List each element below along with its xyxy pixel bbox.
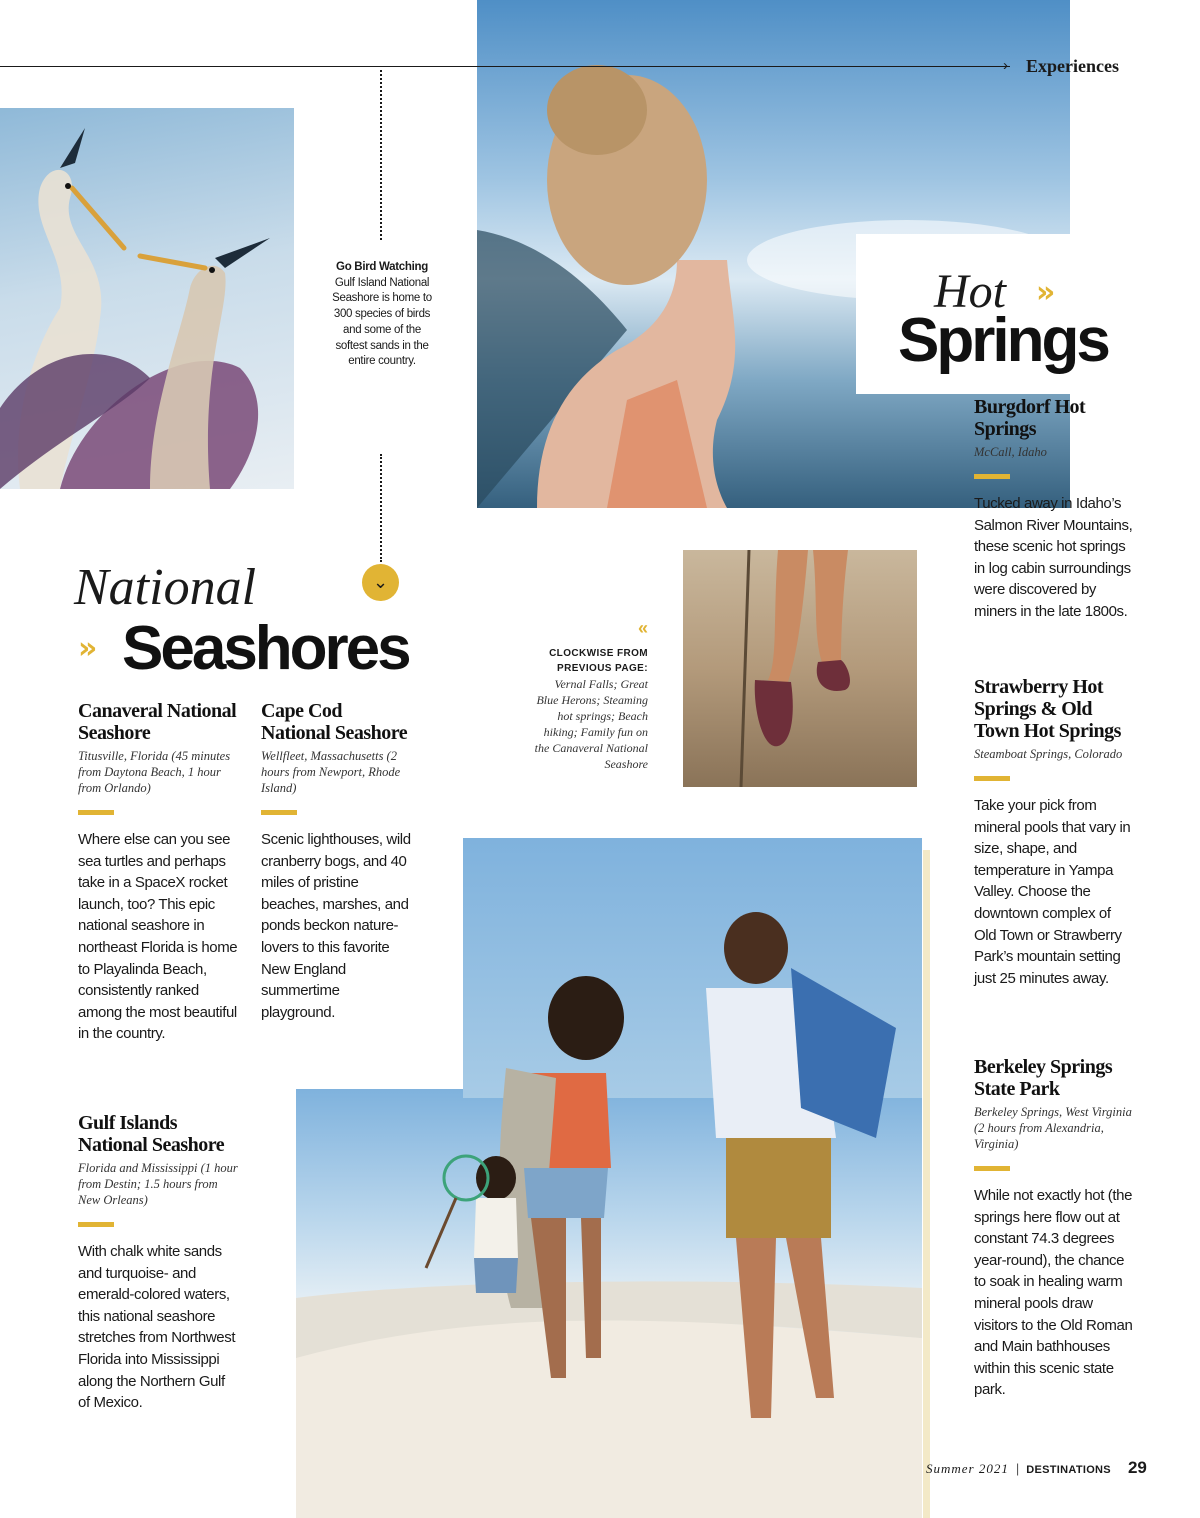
article-body: Tucked away in Idaho’s Salmon River Mountains, these scenic hot springs in log cabin surroundings were discovered by miners in the late 1800s.: [974, 495, 1133, 620]
section-label: Experiences: [1026, 56, 1119, 76]
seashores-chevron-icon: »: [78, 631, 98, 666]
accent-bar: [974, 776, 1010, 781]
accent-bar: [261, 810, 297, 815]
article-title: Berkeley Springs State Park: [974, 1056, 1113, 1100]
beach-hiking-photo: [683, 550, 917, 787]
article-berkeley: [974, 1056, 1134, 1401]
bird-watching-body: Gulf Island National Seashore is home to 300 species of birds and some of the softest sands in the entire country.: [332, 276, 432, 368]
article-strawberry: [974, 676, 1134, 989]
photo-caption: [530, 618, 648, 772]
article-location: Steamboat Springs, Colorado: [974, 747, 1123, 761]
seashores-bold-word: Seashores: [122, 614, 409, 683]
bird-watching-title: Go Bird Watching: [336, 261, 428, 273]
bird-watching-caption: [330, 260, 434, 370]
article-title: Canaveral National Seashore: [78, 700, 237, 744]
hot-springs-script-word: Hot: [934, 265, 1006, 318]
photo-caption-heading: CLOCKWISE FROM PREVIOUS PAGE:: [549, 648, 648, 674]
article-body: While not exactly hot (the springs here flow out at constant 74.3 degrees year-round), the chance to soak in healing warm mineral pools draw visitors to the Old Roman and Main bathhouses within this scenic state park.: [974, 1187, 1133, 1399]
accent-stripe: [923, 850, 930, 1518]
article-cape-cod: [261, 700, 411, 1023]
article-body: With chalk white sands and turquoise- and emerald-colored waters, this national seashore stretches from Northwest Florida into Mississippi along the Northern Gulf of Mexico.: [78, 1243, 236, 1412]
footer-magazine-name: DESTINATIONS: [1026, 1464, 1111, 1476]
article-title: Burgdorf Hot Springs: [974, 396, 1086, 440]
article-title: Cape Cod National Seashore: [261, 700, 408, 744]
hiker-legs-illustration: [683, 550, 917, 787]
footer-issue: Summer 2021: [926, 1461, 1009, 1476]
heron-illustration: [0, 108, 294, 489]
accent-bar: [974, 474, 1010, 479]
chevron-left-icon: «: [637, 618, 648, 638]
footer-separator: |: [1015, 1461, 1020, 1476]
article-location: Florida and Mississippi (1 hour from Destin; 1.5 hours from New Orleans): [78, 1161, 238, 1207]
seashores-script-word: National: [74, 559, 257, 616]
article-location: Titusville, Florida (45 minutes from Daytona Beach, 1 hour from Orlando): [78, 749, 231, 795]
accent-bar: [974, 1166, 1010, 1171]
article-burgdorf: [974, 396, 1134, 623]
article-body: Scenic lighthouses, wild cranberry bogs, and 40 miles of pristine beaches, marshes, and ponds beckon nature-lovers to this favorite New England summertime playground.: [261, 831, 411, 1021]
article-body: Take your pick from mineral pools that vary in size, shape, and temperature in Yampa Valley. Choose the downtown complex of Old Town or Strawberry Park’s mountain setting just 25 minutes away.: [974, 797, 1131, 987]
article-title: Strawberry Hot Springs & Old Town Hot Springs: [974, 676, 1121, 742]
chevron-down-icon: ⌄: [362, 564, 399, 601]
article-body: Where else can you see sea turtles and perhaps take in a SpaceX rocket launch, too? This epic national seashore in northeast Florida is home to Playalinda Beach, consistently ranked among the most beautiful in the country.: [78, 831, 238, 1043]
article-location: McCall, Idaho: [974, 445, 1047, 459]
header-rule: [0, 66, 1010, 67]
accent-bar: [78, 810, 114, 815]
heron-photo: [0, 108, 294, 489]
hot-springs-bold-word: Springs: [898, 306, 1108, 375]
page-number: 29: [1127, 1458, 1147, 1477]
accent-bar: [78, 1222, 114, 1227]
dotted-connector-bottom: [380, 454, 382, 562]
hot-springs-chevron-icon: »: [1036, 275, 1056, 310]
article-gulf-islands: [78, 1112, 238, 1414]
dotted-connector-top: [380, 70, 382, 240]
page-footer: [926, 1458, 1147, 1480]
article-location: Berkeley Springs, West Virginia (2 hours from Alexandria, Virginia): [974, 1105, 1132, 1151]
article-location: Wellfleet, Massachusetts (2 hours from Newport, Rhode Island): [261, 749, 401, 795]
article-canaveral: [78, 700, 238, 1045]
article-title: Gulf Islands National Seashore: [78, 1112, 225, 1156]
photo-caption-body: Vernal Falls; Great Blue Herons; Steaming hot springs; Beach hiking; Family fun on the Canaveral National Seashore: [534, 677, 648, 771]
arrow-right-icon: ›: [1003, 57, 1008, 74]
